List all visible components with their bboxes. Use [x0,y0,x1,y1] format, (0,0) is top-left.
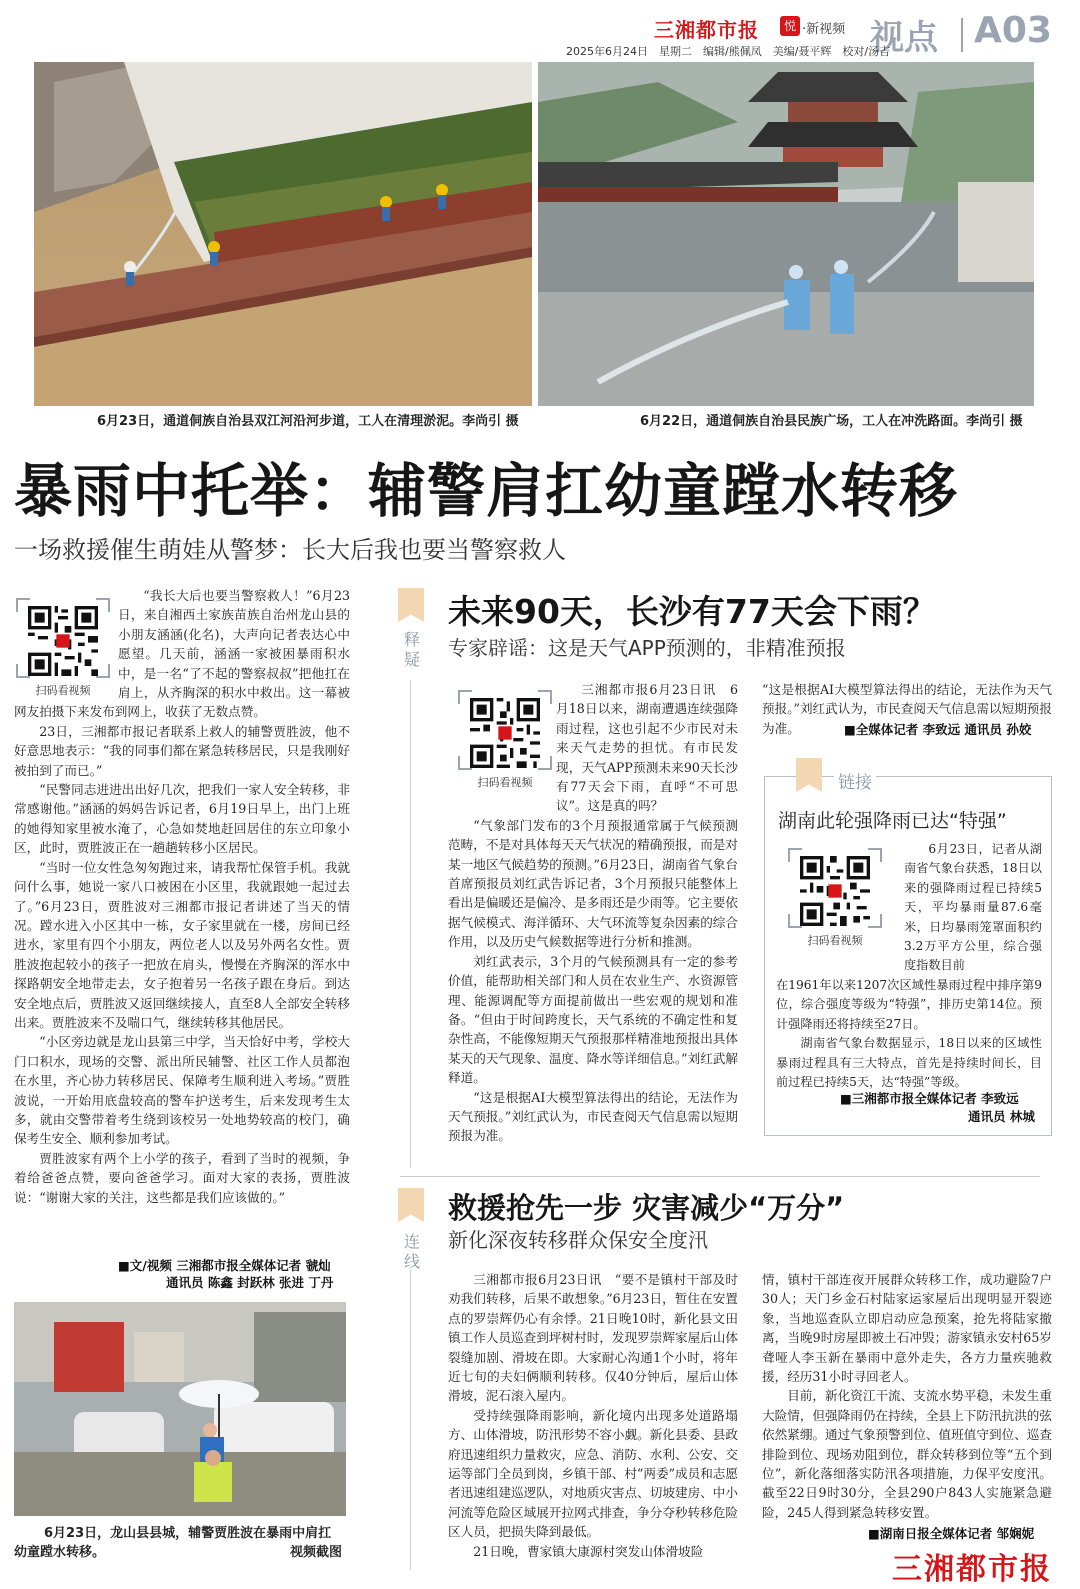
section-label-connect: 连线 [403,1232,420,1271]
masthead [0,0,1080,62]
lead-story-body [14,586,350,1276]
lead-photo-credit: 视频截图 [290,1545,343,1560]
link-body [776,976,1042,1092]
link-byline: ■三湘都市报全媒体记者 李致远 [840,1091,1019,1106]
link-paragraph: 在1961年以来1207次区域性暴雨过程中排序第9位，综合强度等级为“特强”，排历史第14位。预计强降雨还将持续至27日。 [776,978,1042,1031]
lead-photo-caption-1: 6月23日，龙山县县城，辅警贾胜波在暴雨中肩扛 [44,1526,332,1541]
rescue-paragraph: 受持续强降雨影响，新化境内出现多处道路塌方、山体滑坡，防汛形势不容小觑。新化县委、县政府迅速组织力量救灾，应急、消防、水利、公安、交运等部门全员到岗，乡镇干部、村“两委”成员和志愿者迅速组建巡逻队，对地质灾害点、切坡建房、中小河流等危险区域展开拉网式排查，争分夺秒转移危险区人员，把损失降到最低。 [448,1407,738,1540]
section-label-explain: 释疑 [403,630,420,669]
photo-caption-left: 6月23日，通道侗族自治县双江河沿河步道，工人在清理淤泥。李尚引 摄 [97,414,519,429]
rescue-paragraph: 情，镇村干部连夜开展群众转移工作，成功避险7户30人；天门乡金石村陆家运家屋后出现明显开裂迹象，当地巡查队立即启动应急预案，抢先将陆家撤离，当晚9时房屋即被土石冲毁；游家镇永安村65岁聋哑人李玉新在暴雨中意外走失，各方力量疾驰救援，经历31小时寻回老人。 [762,1272,1052,1385]
masthead-meta: 2025年6月24日 星期二 编辑/熊佩凤 美编/聂平辉 校对/汤吉 [566,45,891,58]
qr-float-space [448,680,556,798]
lead-paragraph: “我长大后也要当警察救人！”6月23日，来自湘西土家族苗族自治州龙山县的小朋友涵涵(化名)，大声向记者表达心中愿望。几天前，涵涵一家被困暴雨积水中，是一名“了不起的警察叔叔”把他扛在肩上，从齐胸深的积水中救出。这一幕被网友拍摄下来发布到网上，收获了无数点赞。 [14,588,350,720]
qr-float-space [14,586,118,690]
qr-label: 扫码看视频 [807,934,863,947]
qr-label: 扫码看视频 [477,776,533,789]
link-title: 湖南此轮强降雨已达“特强” [778,810,1007,832]
weather-paragraph: “这是根据AI大模型算法得出的结论，无法作为天气预报。”刘红武认为，市民查阅天气信息需以短期预报为准。 [448,1089,738,1144]
rescue-paragraph: 三湘都市报6月23日讯 “要不是镇村干部及时劝我们转移，后果不敢想象。”6月23日，暂住在安置点的罗崇辉仍心有余悸。21日晚10时，新化县文田镇工作人员巡查到坪树村时，发现罗崇辉家屋后山体裂缝加剧、滑坡在即。大家耐心沟通1个小时，将年近七旬的夫妇俩顺利转移。仅40分钟后，屋后山体滑坡，泥石滚入屋内。 [448,1272,738,1404]
link-paragraph-2: 湖南省气象台数据显示，18日以来的区域性暴雨过程具有三大特点，首先是持续时间长，目前过程已持续5天，达“特强”等级。 [776,1036,1042,1090]
rescue-paragraph: 目前，新化资江干流、支流水势平稳，未发生重大险情，但强降雨仍在持续，全县上下防汛抗洪的弦依然紧绷。通过气象预警到位、值班值守到位、巡查排险到位、现场劝阻到位，群众转移到位等“五个到位”，新化落细落实防汛各项措施，力保平安度汛。截至22日9时30分，全县290户843人实施紧急避险，245人得到紧急转移安置。 [762,1388,1052,1520]
section-flag-icon [398,588,424,622]
lead-paragraph: 贾胜波家有两个上小学的孩子，看到了当时的视频，争着给爸爸点赞，要向爸爸学习。面对大家的表扬，贾胜波说：“谢谢大家的关注，这些都是我们应该做的。” [14,1150,350,1205]
section-divider [400,1176,1040,1177]
main-subheadline: 一场救援催生萌娃从警梦：长大后我也要当警察救人 [14,536,566,564]
weather-paragraph: 刘红武表示，3个月的气候预测具有一定的参考价值，能帮助相关部门和人员在农业生产、水资源管理、能源调配等方面提前做出一些宏观的规划和准备。“但由于时间跨度长，天气系统的不确定性和复杂性高，不能像短期天气预报那样精准地预报出具体某天的天气现象、温度、降水等详细信息。”刘红武解释道。 [448,953,738,1086]
weather-byline: ■全媒体记者 李致远 通讯员 孙姣 [844,722,1032,737]
weather-story-col1 [448,680,738,1144]
weather-paragraph: “气象部门发布的3个月预报通常属于气候预测范畴，不是对具体每天天气状况的精确预报，而是对某一地区气候趋势的预测。”6月23日，湖南省气象台首席预报员刘红武告诉记者，3个月预报只能整体上看出是偏暖还是偏冷、是多雨还是少雨等。它主要依据气候模式、海洋循环、大气环流等复杂因素的综合作用，以及历史气候数据等进行分析和推测。 [448,817,738,950]
main-headline: 暴雨中托举：辅警肩扛幼童蹚水转移 [14,457,959,525]
qr-label: 扫码看视频 [35,684,91,697]
section-flag-icon [398,1188,424,1222]
logo-mark-icon: 悦 [780,16,800,36]
qr-code-icon [800,856,870,926]
column-divider-vertical-2 [410,1270,411,1570]
lead-paragraph: “当时一位女性急匆匆跑过来，请我帮忙保管手机。我就问什么事，她说一家八口被困在小区里，我就跟她一起过去了。”6月23日，贾胜波对三湘都市报记者讲述了当天的情况。蹚水进入小区其中一栋，女子家里就在一楼，房间已经进水，家里有四个小朋友，两位老人以及另外两名女性。贾胜波抱起较小的孩子一把放在肩头，慢慢在齐胸深的浑水中探路朝安全地带走去，女子抱着另一名孩子跟在身后。到达安全地点后，贾胜波又返回继续接人，直至8人全部安全转移出来。贾胜波来不及喘口气，继续转移其他居民。 [14,859,350,1030]
rescue-story-col2 [762,1270,1052,1522]
logo-text: ·新视频 [802,22,846,37]
weather-subheadline: 专家辟谣：这是天气APP预测的，非精准预报 [448,636,846,660]
lead-paragraph: “小区旁边就是龙山县第三中学，当天恰好中考，学校大门口积水，现场的交警、派出所民辅警、社区工作人员都泡在水里，齐心协力转移居民、保障考生顺利进入考场。”贾胜波说，一开始用底盘较高的警车护送考生，后来发现考生太多，就由交警带着考生绕到该校另一处地势较高的校门，确保考生安全、顺利参加考试。 [14,1034,350,1147]
lead-photo-caption-2: 幼童蹚水转移。 [14,1545,106,1560]
lead-byline: ■文/视频 三湘都市报全媒体记者 虢灿 [118,1258,331,1273]
footer-logo: 三湘都市报 [892,1552,1052,1587]
link-label: 链接 [834,768,876,793]
lead-paragraph: “民警同志进进出出好几次，把我们一家人安全转移，非常感谢他。”涵涵的妈妈告诉记者，6月19日早上，出门上班的她得知家里被水淹了，心急如焚地赶回居住的东立印象小区，此时，贾胜波正在一趟趟转移小区居民。 [14,782,350,856]
rescue-subheadline: 新化深夜转移群众保安全度汛 [448,1228,708,1252]
rescue-story-col1 [448,1270,738,1580]
weather-intro: 三湘都市报6月23日讯 6月18日以来，湖南遭遇连续强降雨过程，这也引起不少市民对未来天气走势的担忧。有市民发现，天气APP预测未来90天长沙有77天会下雨，直呼“不可思议”。这是真的吗？ [556,682,738,814]
photo-police-carrying-child [14,1302,346,1516]
rescue-byline: ■湖南日报全媒体记者 邹娴妮 [868,1526,1035,1541]
section-name: 视点 [870,18,938,58]
link-byline-2: 通讯员 林城 [968,1109,1035,1124]
photo-riverside-cleanup [34,62,532,406]
qr-code-link[interactable] [788,848,882,948]
weather-ending: “这是根据AI大模型算法得出的结论，无法作为天气预报。”刘红武认为，市民查阅天气信息需以短期预报为准。 [762,682,1052,736]
masthead-divider [961,18,963,52]
lead-byline-2: 通讯员 陈鑫 封跃林 张进 丁丹 [166,1275,334,1290]
link-intro: 6月23日，记者从湖南省气象台获悉，18日以来的强降雨过程已持续5天，平均暴雨量87.6毫米，日均暴雨笼罩面积约3.2万平方公里，综合强度指数目前 [904,842,1042,973]
page-number: A03 [974,10,1052,51]
paper-name: 三湘都市报 [654,18,759,42]
column-divider-vertical [410,680,411,1168]
rescue-paragraph: 21日晚，曹家镇大康源村突发山体滑坡险 [473,1543,704,1559]
photo-square-washing [538,62,1034,406]
lead-paragraph: 23日，三湘都市报记者联系上救人的辅警贾胜波，他不好意思地表示：“我的同事们都在紧急转移居民，只是我刚好被拍到了而已。” [14,723,350,778]
photo-caption-right: 6月22日，通道侗族自治县民族广场，工人在冲洗路面。李尚引 摄 [640,414,1023,429]
rescue-headline: 救援抢先一步 灾害减少“万分” [448,1191,845,1225]
weather-headline: 未来90天，长沙有77天会下雨？ [448,592,936,631]
